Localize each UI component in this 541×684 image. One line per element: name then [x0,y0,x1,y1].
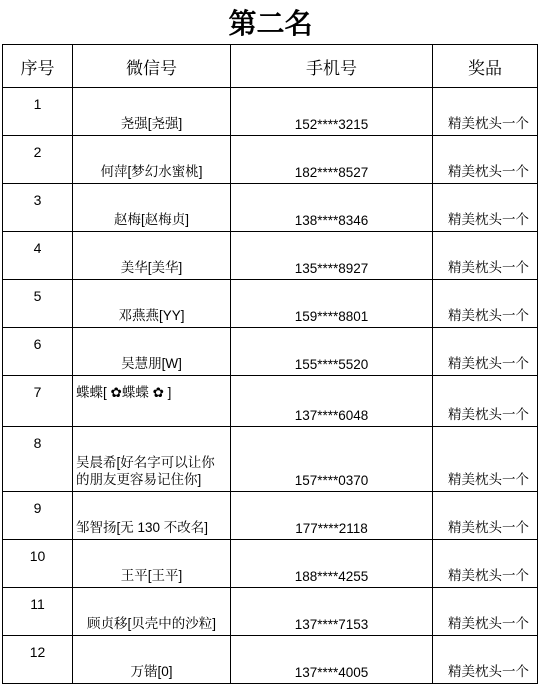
table-row [3,588,538,636]
cell-prize: 精美枕头一个 [433,540,538,588]
cell-phone: 135****8927 [231,232,433,280]
cell-phone: 159****8801 [231,280,433,328]
page-title: 第二名 [228,7,313,40]
cell-prize: 精美枕头一个 [433,136,538,184]
winner-table [2,44,538,684]
table-row [3,184,538,232]
table-row [3,136,538,184]
cell-phone: 138****8346 [231,184,433,232]
cell-phone: 182****8527 [231,136,433,184]
table-row [3,540,538,588]
cell-phone: 137****4005 [231,636,433,684]
cell-wechat: 王平[王平] [73,540,231,588]
cell-prize: 精美枕头一个 [433,427,538,492]
cell-seq: 11 [3,588,73,636]
cell-wechat: 万锴[0] [73,636,231,684]
cell-seq: 2 [3,136,73,184]
cell-wechat: 蝶蝶[ ✿蝶蝶 ✿ ] [73,376,231,427]
cell-wechat: 邹智扬[无 130 不改名] [73,492,231,540]
cell-prize: 精美枕头一个 [433,232,538,280]
cell-phone: 137****6048 [231,376,433,427]
table-row [3,636,538,684]
cell-wechat: 美华[美华] [73,232,231,280]
header-seq: 序号 [3,45,73,88]
table-row [3,376,538,427]
cell-seq: 5 [3,280,73,328]
cell-wechat: 尧强[尧强] [73,88,231,136]
table-row [3,492,538,540]
table-row [3,232,538,280]
cell-prize: 精美枕头一个 [433,588,538,636]
cell-prize: 精美枕头一个 [433,636,538,684]
cell-prize: 精美枕头一个 [433,492,538,540]
header-wechat: 微信号 [73,45,231,88]
cell-seq: 1 [3,88,73,136]
header-phone: 手机号 [231,45,433,88]
table-header-row [3,45,538,88]
cell-prize: 精美枕头一个 [433,184,538,232]
cell-prize: 精美枕头一个 [433,280,538,328]
cell-seq: 6 [3,328,73,376]
table-row [3,88,538,136]
cell-wechat: 顾贞移[贝壳中的沙粒] [73,588,231,636]
cell-phone: 157****0370 [231,427,433,492]
cell-seq: 4 [3,232,73,280]
table-row [3,280,538,328]
table-row [3,427,538,492]
cell-wechat: 吴慧朋[W] [73,328,231,376]
cell-phone: 155****5520 [231,328,433,376]
cell-seq: 8 [3,427,73,492]
cell-wechat: 邓燕燕[YY] [73,280,231,328]
cell-phone: 188****4255 [231,540,433,588]
header-prize: 奖品 [433,45,538,88]
cell-seq: 12 [3,636,73,684]
cell-seq: 10 [3,540,73,588]
cell-prize: 精美枕头一个 [433,328,538,376]
cell-wechat: 赵梅[赵梅贞] [73,184,231,232]
cell-wechat: 吴晨希[好名字可以让你的朋友更容易记住你] [73,427,231,492]
cell-phone: 137****7153 [231,588,433,636]
cell-wechat: 何萍[梦幻水蜜桃] [73,136,231,184]
cell-phone: 152****3215 [231,88,433,136]
cell-seq: 7 [3,376,73,427]
cell-prize: 精美枕头一个 [433,376,538,427]
table-row [3,328,538,376]
cell-phone: 177****2118 [231,492,433,540]
cell-seq: 3 [3,184,73,232]
cell-prize: 精美枕头一个 [433,88,538,136]
cell-seq: 9 [3,492,73,540]
